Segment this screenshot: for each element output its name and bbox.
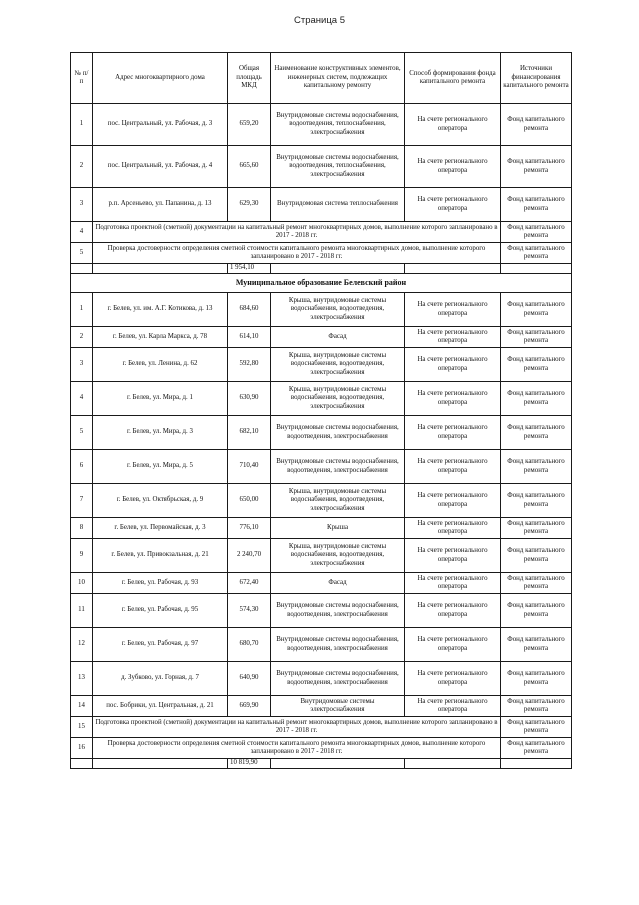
empty-cell <box>405 759 501 769</box>
empty-cell <box>71 759 93 769</box>
cell-address: д. Зубково, ул. Горная, д. 7 <box>93 662 228 696</box>
cell-source: Фонд капитального ремонта <box>501 416 572 450</box>
table-row <box>71 518 572 539</box>
table-row <box>71 539 572 573</box>
cell-source: Фонд капитального ремонта <box>501 539 572 573</box>
cell-area: 659,20 <box>228 104 271 146</box>
cell-source: Фонд капитального ремонта <box>501 594 572 628</box>
table-row <box>71 594 572 628</box>
cell-num: 3 <box>71 348 93 382</box>
cell-address: г. Белев, ул. Октябрьская, д. 9 <box>93 484 228 518</box>
cell-address: пос. Бобрики, ул. Центральная, д. 21 <box>93 696 228 717</box>
cell-elements: Внутридомовые системы водоснабжения, водоотведения, электроснабжения <box>271 594 405 628</box>
cell-area: 630,90 <box>228 382 271 416</box>
table-row <box>71 662 572 696</box>
col-header-method: Способ формирования фонда капитального ремонта <box>405 53 501 104</box>
cell-merged-text: Проверка достоверности определения сметной стоимости капитального ремонта многоквартирных домов, выполнение которого запланировано в 2017 - 2018 гг. <box>93 243 501 264</box>
section-heading: Муниципальное образование Белевский район <box>71 274 572 293</box>
empty-cell <box>93 759 228 769</box>
cell-source: Фонд капитального ремонта <box>501 450 572 484</box>
table-row-cost-verification <box>71 243 572 264</box>
empty-cell <box>271 264 405 274</box>
cell-area: 665,60 <box>228 146 271 188</box>
cell-source: Фонд капитального ремонта <box>501 738 572 759</box>
cell-area: 682,10 <box>228 416 271 450</box>
table-row <box>71 628 572 662</box>
cell-elements: Крыша, внутридомовые системы водоснабжения, водоотведения, электроснабжения <box>271 484 405 518</box>
cell-source: Фонд капитального ремонта <box>501 222 572 243</box>
cell-source: Фонд капитального ремонта <box>501 382 572 416</box>
cell-num: 1 <box>71 293 93 327</box>
cell-elements: Внутридомовые системы водоснабжения, водоотведения, электроснабжения <box>271 662 405 696</box>
table-row-total <box>71 264 572 274</box>
cell-merged-text: Подготовка проектной (сметной) документации на капитальный ремонт многоквартирных домов, выполнение которого запланировано в 2017 - 2018 гг. <box>93 222 501 243</box>
cell-num: 9 <box>71 539 93 573</box>
cell-elements: Крыша, внутридомовые системы водоснабжения, водоотведения, электроснабжения <box>271 382 405 416</box>
table-row <box>71 293 572 327</box>
empty-cell <box>71 264 93 274</box>
table-row <box>71 327 572 348</box>
empty-cell <box>501 264 572 274</box>
cell-elements: Крыша, внутридомовые системы водоснабжения, водоотведения, электроснабжения <box>271 293 405 327</box>
cell-address: пос. Центральный, ул. Рабочая, д. 4 <box>93 146 228 188</box>
cell-source: Фонд капитального ремонта <box>501 293 572 327</box>
cell-area: 684,60 <box>228 293 271 327</box>
cell-area: 2 240,70 <box>228 539 271 573</box>
cell-num: 11 <box>71 594 93 628</box>
cell-address: г. Белев, ул. Первомайская, д. 3 <box>93 518 228 539</box>
cell-method: На счете регионального оператора <box>405 696 501 717</box>
cell-elements: Крыша, внутридомовые системы водоснабжения, водоотведения, электроснабжения <box>271 348 405 382</box>
cell-area: 672,40 <box>228 573 271 594</box>
table-row-documentation <box>71 717 572 738</box>
cell-address: г. Белев, ул. Мира, д. 1 <box>93 382 228 416</box>
cell-num: 8 <box>71 518 93 539</box>
table-row <box>71 146 572 188</box>
cell-method: На счете регионального оператора <box>405 573 501 594</box>
cell-area: 592,80 <box>228 348 271 382</box>
cell-area: 640,90 <box>228 662 271 696</box>
table-row <box>71 382 572 416</box>
col-header-source: Источники финансирования капитального ремонта <box>501 53 572 104</box>
cell-num: 1 <box>71 104 93 146</box>
cell-area: 776,10 <box>228 518 271 539</box>
cell-num: 4 <box>71 222 93 243</box>
section-heading-row <box>71 274 572 293</box>
cell-method: На счете регионального оператора <box>405 416 501 450</box>
cell-num: 2 <box>71 327 93 348</box>
cell-elements: Внутридомовые системы водоснабжения, водоотведения, теплоснабжения, электроснабжения <box>271 104 405 146</box>
cell-area: 629,30 <box>228 188 271 222</box>
cell-method: На счете регионального оператора <box>405 188 501 222</box>
table-row-documentation <box>71 222 572 243</box>
cell-num: 13 <box>71 662 93 696</box>
cell-elements: Внутридомовые системы электроснабжения <box>271 696 405 717</box>
cell-elements: Внутридомовые системы водоснабжения, водоотведения, электроснабжения <box>271 416 405 450</box>
cell-source: Фонд капитального ремонта <box>501 104 572 146</box>
cell-elements: Фасад <box>271 573 405 594</box>
cell-source: Фонд капитального ремонта <box>501 188 572 222</box>
cell-method: На счете регионального оператора <box>405 382 501 416</box>
cell-num: 6 <box>71 450 93 484</box>
cell-num: 3 <box>71 188 93 222</box>
cell-source: Фонд капитального ремонта <box>501 628 572 662</box>
cell-address: г. Белев, ул. Карла Маркса, д. 78 <box>93 327 228 348</box>
cell-method: На счете регионального оператора <box>405 594 501 628</box>
empty-cell <box>93 264 228 274</box>
col-header-num: № п/п <box>71 53 93 104</box>
cell-num: 5 <box>71 243 93 264</box>
cell-method: На счете регионального оператора <box>405 348 501 382</box>
cell-area: 614,10 <box>228 327 271 348</box>
cell-num: 16 <box>71 738 93 759</box>
cell-area: 669,90 <box>228 696 271 717</box>
cell-source: Фонд капитального ремонта <box>501 518 572 539</box>
total-area: 10 819,90 <box>228 759 271 769</box>
cell-source: Фонд капитального ремонта <box>501 717 572 738</box>
cell-method: На счете регионального оператора <box>405 293 501 327</box>
table-row <box>71 484 572 518</box>
cell-elements: Внутридомовые системы водоснабжения, водоотведения, электроснабжения <box>271 450 405 484</box>
cell-address: р.п. Арсеньево, ул. Папанина, д. 13 <box>93 188 228 222</box>
table-row <box>71 416 572 450</box>
cell-source: Фонд капитального ремонта <box>501 327 572 348</box>
cell-source: Фонд капитального ремонта <box>501 484 572 518</box>
cell-elements: Крыша <box>271 518 405 539</box>
cell-elements: Фасад <box>271 327 405 348</box>
cell-method: На счете регионального оператора <box>405 450 501 484</box>
cell-method: На счете регионального оператора <box>405 146 501 188</box>
col-header-area: Общая площадь МКД <box>228 53 271 104</box>
table-row <box>71 573 572 594</box>
cell-elements: Внутридомовые системы водоснабжения, водоотведения, электроснабжения <box>271 628 405 662</box>
cell-method: На счете регионального оператора <box>405 484 501 518</box>
table-row <box>71 696 572 717</box>
cell-num: 12 <box>71 628 93 662</box>
table-row <box>71 188 572 222</box>
cell-area: 574,30 <box>228 594 271 628</box>
col-header-address: Адрес многоквартирного дома <box>93 53 228 104</box>
cell-address: г. Белев, ул. Рабочая, д. 93 <box>93 573 228 594</box>
cell-address: г. Белев, ул. Мира, д. 3 <box>93 416 228 450</box>
cell-address: пос. Центральный, ул. Рабочая, д. 3 <box>93 104 228 146</box>
cell-address: г. Белев, ул. им. А.Г. Котикова, д. 13 <box>93 293 228 327</box>
cell-address: г. Белев, ул. Рабочая, д. 97 <box>93 628 228 662</box>
empty-cell <box>501 759 572 769</box>
cell-num: 15 <box>71 717 93 738</box>
cell-num: 14 <box>71 696 93 717</box>
cell-merged-text: Подготовка проектной (сметной) документации на капитальный ремонт многоквартирных домов, выполнение которого запланировано в 2017 - 2018 гг. <box>93 717 501 738</box>
cell-method: На счете регионального оператора <box>405 539 501 573</box>
table-row <box>71 348 572 382</box>
cell-source: Фонд капитального ремонта <box>501 348 572 382</box>
cell-address: г. Белев, ул. Ленина, д. 62 <box>93 348 228 382</box>
table-row-cost-verification <box>71 738 572 759</box>
cell-method: На счете регионального оператора <box>405 662 501 696</box>
cell-source: Фонд капитального ремонта <box>501 696 572 717</box>
table-header-row <box>71 53 572 104</box>
cell-address: г. Белев, ул. Привокзальная, д. 21 <box>93 539 228 573</box>
cell-method: На счете регионального оператора <box>405 104 501 146</box>
cell-source: Фонд капитального ремонта <box>501 662 572 696</box>
col-header-elements: Наименование конструктивных элементов, инженерных систем, подлежащих капитальному ремонту <box>271 53 405 104</box>
cell-num: 5 <box>71 416 93 450</box>
cell-elements: Внутридомовые системы водоснабжения, водоотведения, теплоснабжения, электроснабжения <box>271 146 405 188</box>
cell-num: 10 <box>71 573 93 594</box>
cell-area: 650,00 <box>228 484 271 518</box>
table-row <box>71 450 572 484</box>
page-title: Страница 5 <box>294 15 345 26</box>
cell-method: На счете регионального оператора <box>405 628 501 662</box>
cell-address: г. Белев, ул. Рабочая, д. 95 <box>93 594 228 628</box>
cell-source: Фонд капитального ремонта <box>501 243 572 264</box>
cell-elements: Крыша, внутридомовые системы водоснабжения, водоотведения, электроснабжения <box>271 539 405 573</box>
cell-num: 7 <box>71 484 93 518</box>
cell-method: На счете регионального оператора <box>405 327 501 348</box>
total-area: 1 954,10 <box>228 264 271 274</box>
table-row-total <box>71 759 572 769</box>
cell-source: Фонд капитального ремонта <box>501 146 572 188</box>
cell-area: 710,40 <box>228 450 271 484</box>
cell-merged-text: Проверка достоверности определения сметной стоимости капитального ремонта многоквартирных домов, выполнение которого запланировано в 2017 - 2018 гг. <box>93 738 501 759</box>
empty-cell <box>405 264 501 274</box>
cell-num: 4 <box>71 382 93 416</box>
cell-elements: Внутридомовая система теплоснабжения <box>271 188 405 222</box>
cell-method: На счете регионального оператора <box>405 518 501 539</box>
cell-area: 680,70 <box>228 628 271 662</box>
cell-address: г. Белев, ул. Мира, д. 5 <box>93 450 228 484</box>
repair-program-table <box>70 52 572 769</box>
table-row <box>71 104 572 146</box>
empty-cell <box>271 759 405 769</box>
cell-num: 2 <box>71 146 93 188</box>
cell-source: Фонд капитального ремонта <box>501 573 572 594</box>
